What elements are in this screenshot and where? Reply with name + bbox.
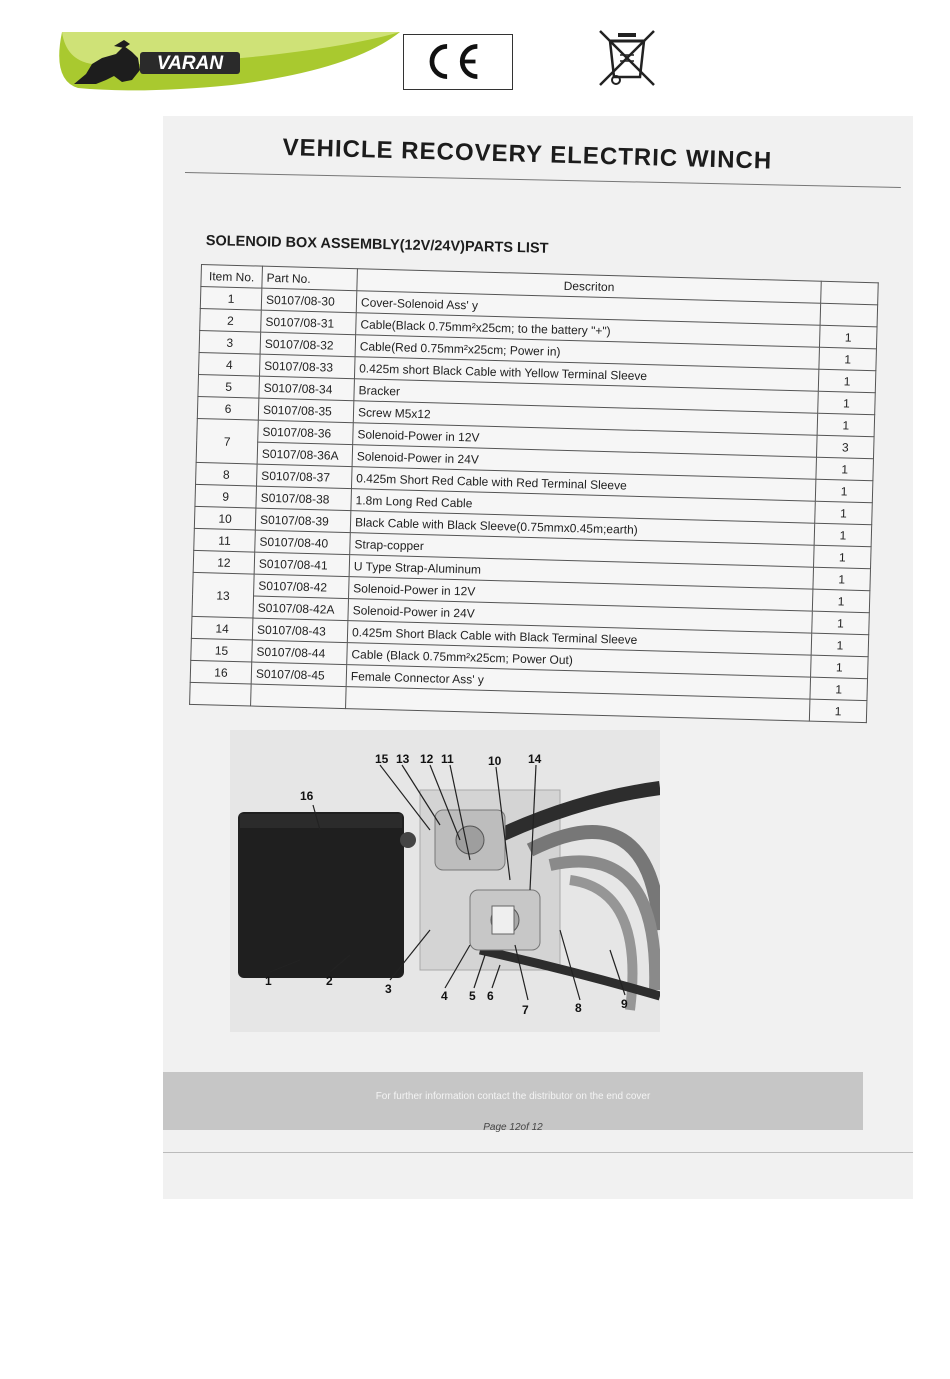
callout-15: 15: [375, 752, 389, 766]
bottom-rule: [163, 1152, 913, 1153]
ce-mark-box: [403, 34, 513, 90]
description: Cable(Black 0.75mm²x25cm; to the battery "+"): [356, 313, 820, 348]
part-no: S0107/08-31: [261, 310, 357, 335]
description: Solenoid-Power in 24V: [348, 599, 812, 634]
description: Bracker: [354, 379, 818, 414]
quantity: 1: [813, 567, 871, 591]
part-no: S0107/08-45: [251, 662, 347, 687]
quantity: 1: [809, 699, 867, 723]
header-description: Descriton: [357, 269, 821, 304]
callout-14: 14: [528, 752, 542, 766]
part-no: S0107/08-42: [254, 574, 350, 599]
item-no: 9: [195, 484, 257, 508]
item-no: 4: [199, 352, 261, 376]
brand-name: VARAN: [156, 53, 224, 74]
part-no: S0107/08-44: [252, 640, 348, 665]
item-no: 8: [196, 462, 258, 486]
header-qty: [821, 281, 879, 305]
item-no: 3: [199, 330, 261, 354]
item-no: 12: [193, 550, 255, 574]
quantity: [820, 303, 878, 327]
quantity: 1: [811, 655, 869, 679]
quantity: 1: [815, 501, 873, 525]
part-no: S0107/08-43: [252, 618, 348, 643]
description: 1.8m Long Red Cable: [351, 489, 815, 524]
callout-9: 9: [621, 997, 628, 1011]
description: Female Connector Ass' y: [346, 665, 810, 700]
quantity: 1: [814, 545, 872, 569]
part-no: S0107/08-33: [259, 354, 355, 379]
crossed-out-wheelie-bin-icon: [596, 27, 658, 89]
description: 0.425m short Black Cable with Yellow Terminal Sleeve: [354, 357, 818, 392]
quantity: 1: [819, 347, 877, 371]
item-no: 10: [194, 506, 256, 530]
parts-table: [189, 264, 879, 723]
callout-1: 1: [265, 974, 272, 988]
footer-note: For further information contact the distributor on the end cover: [375, 1091, 651, 1102]
part-no: S0107/08-39: [255, 508, 351, 533]
callout-3: 3: [385, 982, 392, 996]
description: Cover-Solenoid Ass' y: [356, 291, 820, 326]
description: 0.425m Short Black Cable with Black Terminal Sleeve: [347, 621, 811, 656]
quantity: 1: [817, 413, 875, 437]
part-no: S0107/08-41: [254, 552, 350, 577]
callout-2: 2: [326, 974, 333, 988]
item-no: 11: [194, 528, 256, 552]
solenoid-assembly-photo: [230, 730, 660, 1032]
part-no: S0107/08-42A: [253, 596, 349, 621]
quantity: 1: [816, 457, 874, 481]
part-no: S0107/08-38: [256, 486, 352, 511]
part-no: S0107/08-35: [258, 398, 354, 423]
description: Strap-copper: [350, 533, 814, 568]
description: Black Cable with Black Sleeve(0.75mmx0.45m;earth): [350, 511, 814, 546]
item-no: 14: [191, 616, 253, 640]
callout-12: 12: [420, 752, 434, 766]
varan-logo: [52, 30, 402, 92]
callout-11: 11: [441, 752, 454, 766]
part-no: S0107/08-32: [260, 332, 356, 357]
description: Cable (Black 0.75mm²x25cm; Power Out): [347, 643, 811, 678]
part-no: S0107/08-37: [257, 464, 353, 489]
item-no: 16: [190, 660, 252, 684]
quantity: 1: [810, 677, 868, 701]
item-no: 6: [197, 396, 259, 420]
description: Cable(Red 0.75mm²x25cm; Power in): [355, 335, 819, 370]
callout-13: 13: [396, 752, 410, 766]
quantity: 1: [812, 589, 870, 613]
quantity: 1: [818, 391, 876, 415]
quantity: 1: [818, 369, 876, 393]
callout-5: 5: [469, 989, 476, 1003]
callout-6: 6: [487, 989, 494, 1003]
quantity: 1: [819, 325, 877, 349]
description: Screw M5x12: [353, 401, 817, 436]
quantity: 1: [815, 479, 873, 503]
item-no: 13: [192, 572, 254, 618]
scanned-page: [163, 116, 913, 1199]
item-no: 2: [200, 308, 262, 332]
part-no: S0107/08-34: [259, 376, 355, 401]
part-no: [251, 684, 347, 709]
callout-7: 7: [522, 1003, 529, 1017]
header-part-no: Part No.: [262, 266, 358, 291]
item-no: 1: [200, 287, 262, 311]
part-no: S0107/08-36: [258, 420, 354, 445]
document-title: VEHICLE RECOVERY ELECTRIC WINCH: [282, 134, 773, 175]
header-item-no: Item No.: [201, 265, 263, 289]
item-no: 15: [191, 638, 253, 662]
quantity: 1: [812, 611, 870, 635]
item-no: [190, 682, 252, 706]
part-no: S0107/08-30: [261, 288, 357, 313]
part-no: S0107/08-36A: [257, 442, 353, 467]
description: U Type Strap-Aluminum: [349, 555, 813, 590]
page-number: Page 12of 12: [483, 1122, 543, 1133]
part-no: S0107/08-40: [255, 530, 351, 555]
description: 0.425m Short Red Cable with Red Terminal Sleeve: [351, 467, 815, 502]
quantity: 1: [814, 523, 872, 547]
description: Solenoid-Power in 24V: [352, 445, 816, 480]
callout-8: 8: [575, 1001, 582, 1015]
item-no: 5: [198, 374, 260, 398]
parts-table-wrapper: [189, 264, 879, 723]
quantity: 3: [816, 435, 874, 459]
callout-4: 4: [441, 989, 448, 1003]
item-no: 7: [196, 418, 258, 464]
parts-list-title: SOLENOID BOX ASSEMBLY(12V/24V)PARTS LIST: [205, 233, 549, 257]
quantity: 1: [811, 633, 869, 657]
description: Solenoid-Power in 12V: [349, 577, 813, 612]
callout-10: 10: [488, 754, 502, 768]
description: Solenoid-Power in 12V: [353, 423, 817, 458]
callout-16: 16: [300, 789, 314, 803]
ce-mark-icon: [404, 35, 511, 88]
